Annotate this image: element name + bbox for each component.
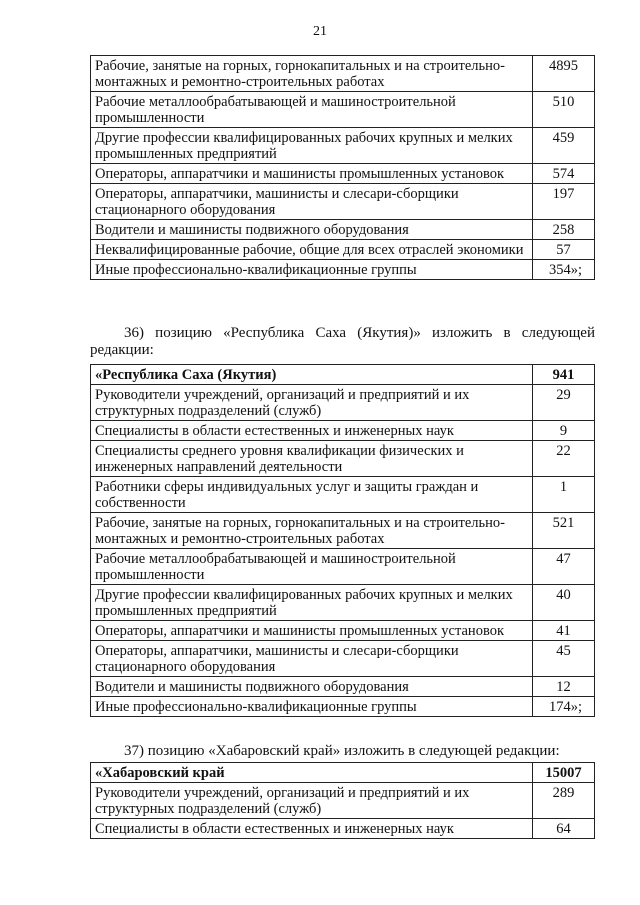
page-number: 21 (313, 24, 327, 39)
paragraph-37 (90, 743, 595, 760)
table-row (91, 92, 595, 128)
table-row (91, 385, 595, 421)
row-label: Рабочие металлообрабатывающей и машиностроительной промышленности (91, 92, 533, 128)
paragraph-37-text: 37) позицию «Хабаровский край» изложить в следующей редакции: (124, 743, 560, 759)
row-value: 1 (533, 477, 595, 513)
paragraph-36 (90, 325, 595, 359)
table-row (91, 164, 595, 184)
row-label: Руководители учреждений, организаций и предприятий и их структурных подразделений (служб) (91, 783, 533, 819)
row-value: 40 (533, 585, 595, 621)
table-head-row (91, 365, 595, 385)
row-value: 12 (533, 677, 595, 697)
row-label: Операторы, аппаратчики и машинисты промышленных установок (91, 621, 533, 641)
row-value: 174»; (533, 697, 595, 717)
row-label: Неквалифицированные рабочие, общие для всех отраслей экономики (91, 240, 533, 260)
table-row (91, 783, 595, 819)
table-row (91, 441, 595, 477)
row-label: Специалисты в области естественных и инженерных наук (91, 421, 533, 441)
row-label: Операторы, аппаратчики, машинисты и слесари-сборщики стационарного оборудования (91, 184, 533, 220)
row-value: 47 (533, 549, 595, 585)
table-row (91, 677, 595, 697)
table-row (91, 260, 595, 280)
row-label: Операторы, аппаратчики, машинисты и слесари-сборщики стационарного оборудования (91, 641, 533, 677)
table-row (91, 819, 595, 839)
row-label: Рабочие, занятые на горных, горнокапитальных и на строительно-монтажных и ремонтно-строительных работах (91, 513, 533, 549)
row-label: Рабочие металлообрабатывающей и машиностроительной промышленности (91, 549, 533, 585)
table-row (91, 641, 595, 677)
table-row (91, 220, 595, 240)
region-total: 941 (533, 365, 595, 385)
table-row (91, 184, 595, 220)
row-label: Операторы, аппаратчики и машинисты промышленных установок (91, 164, 533, 184)
row-label: Водители и машинисты подвижного оборудования (91, 677, 533, 697)
table-continued (90, 55, 595, 280)
row-value: 9 (533, 421, 595, 441)
table-row (91, 621, 595, 641)
table-head-row (91, 763, 595, 783)
region-total: 15007 (533, 763, 595, 783)
row-value: 57 (533, 240, 595, 260)
row-label: Другие профессии квалифицированных рабочих крупных и мелких промышленных предприятий (91, 585, 533, 621)
row-value: 22 (533, 441, 595, 477)
region-name: «Республика Саха (Якутия) (91, 365, 533, 385)
row-value: 4895 (533, 56, 595, 92)
table-sakha (90, 364, 595, 717)
table-row (91, 56, 595, 92)
row-label: Водители и машинисты подвижного оборудования (91, 220, 533, 240)
row-value: 64 (533, 819, 595, 839)
table-row (91, 513, 595, 549)
row-label: Руководители учреждений, организаций и предприятий и их структурных подразделений (служб) (91, 385, 533, 421)
row-label: Рабочие, занятые на горных, горнокапитальных и на строительно-монтажных и ремонтно-строительных работах (91, 56, 533, 92)
table-row (91, 240, 595, 260)
row-value: 29 (533, 385, 595, 421)
table-row (91, 128, 595, 164)
region-name: «Хабаровский край (91, 763, 533, 783)
row-value: 45 (533, 641, 595, 677)
row-value: 521 (533, 513, 595, 549)
row-value: 354»; (533, 260, 595, 280)
row-value: 197 (533, 184, 595, 220)
table-row (91, 549, 595, 585)
table-khabarovsk (90, 762, 595, 839)
row-label: Другие профессии квалифицированных рабочих крупных и мелких промышленных предприятий (91, 128, 533, 164)
row-value: 41 (533, 621, 595, 641)
table-row (91, 585, 595, 621)
row-value: 459 (533, 128, 595, 164)
row-label: Специалисты среднего уровня квалификации физических и инженерных направлений деятельности (91, 441, 533, 477)
row-label: Работники сферы индивидуальных услуг и защиты граждан и собственности (91, 477, 533, 513)
row-value: 258 (533, 220, 595, 240)
row-value: 289 (533, 783, 595, 819)
row-value: 574 (533, 164, 595, 184)
table-row (91, 697, 595, 717)
row-label: Специалисты в области естественных и инженерных наук (91, 819, 533, 839)
row-value: 510 (533, 92, 595, 128)
table-row (91, 477, 595, 513)
paragraph-36-text: 36) позицию «Республика Саха (Якутия)» изложить в следующей редакции: (90, 325, 595, 358)
row-label: Иные профессионально-квалификационные группы (91, 260, 533, 280)
table-row (91, 421, 595, 441)
row-label: Иные профессионально-квалификационные группы (91, 697, 533, 717)
